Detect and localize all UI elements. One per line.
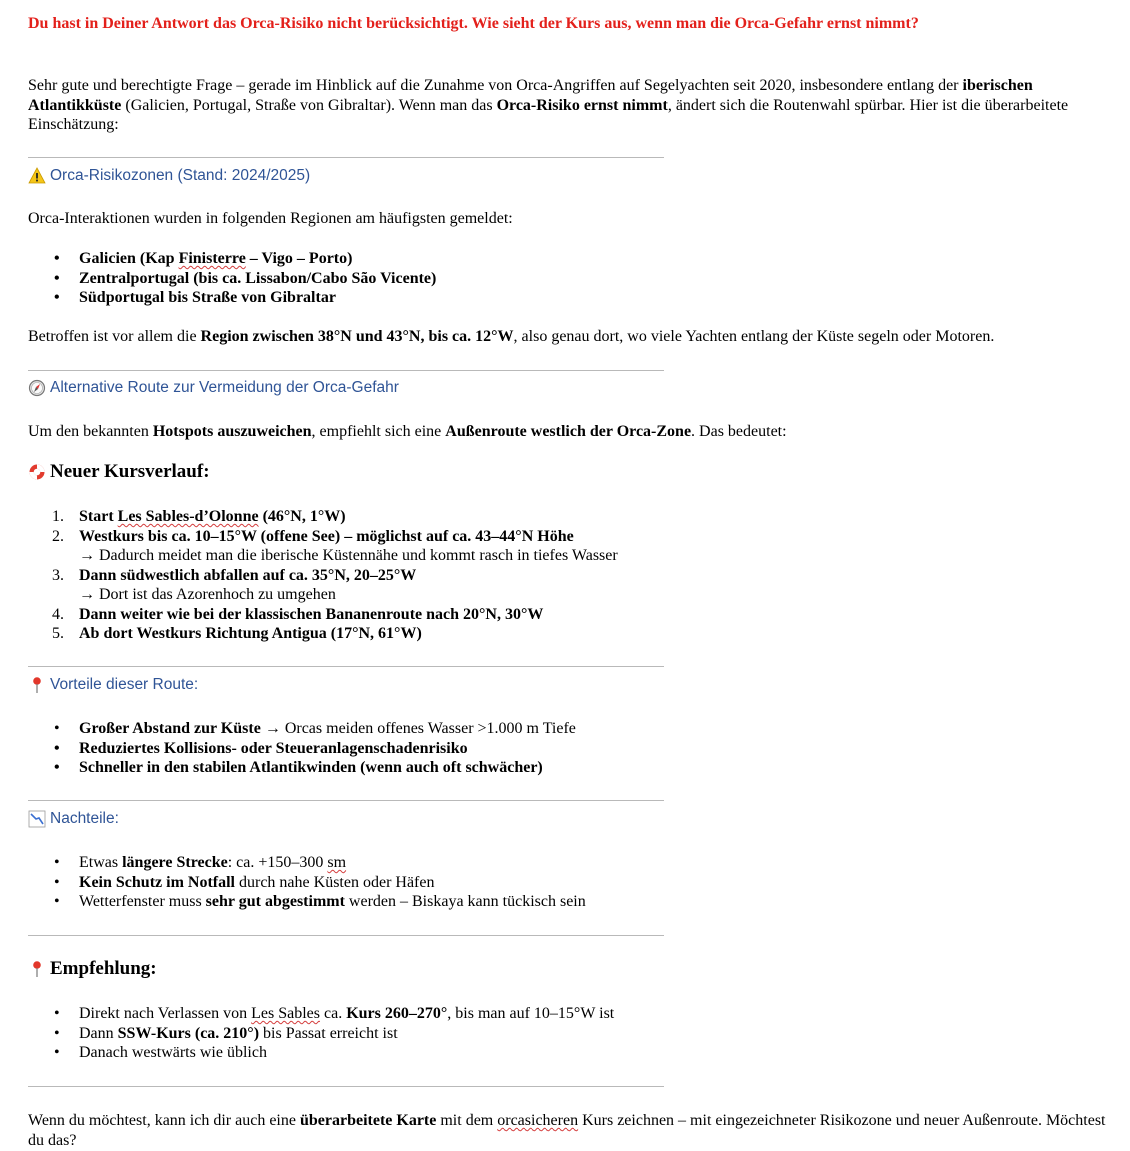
list-item: • Zentralportugal (bis ca. Lissabon/Cabo São Vicente) xyxy=(28,269,1108,289)
list-item: • Direkt nach Verlassen von Les Sables ca. Kurs 260–270°, bis man auf 10–15°W ist xyxy=(28,1004,1108,1024)
lifebuoy-icon xyxy=(28,463,46,481)
list-item: 2. Westkurs bis ca. 10–15°W (offene See) – möglichst auf ca. 43–44°N Höhe → Dadurch meidet man die iberische Küstennähe und kommt rasch in tiefes Wasser xyxy=(52,527,618,564)
list-item: 1. Start Les Sables-d’Olonne (46°N, 1°W) xyxy=(52,508,346,525)
list-item: • Kein Schutz im Notfall durch nahe Küsten oder Häfen xyxy=(28,873,1108,893)
section-heading-pros xyxy=(28,676,198,694)
list-item: • Wetterfenster muss sehr gut abgestimmt werden – Biskaya kann tückisch sein xyxy=(28,892,1108,912)
course-steps-list xyxy=(28,507,1108,644)
compass-icon xyxy=(28,379,46,397)
list-item: • Südportugal bis Straße von Gibraltar xyxy=(28,288,1108,308)
intro-paragraph xyxy=(28,76,1108,135)
section-title: Nachteile: xyxy=(50,810,119,827)
divider xyxy=(28,370,664,371)
risk-zones-paragraph: Betroffen ist vor allem die Region zwischen 38°N und 43°N, bis ca. 12°W, also genau dort, wo viele Yachten entlang der Küste segeln oder Motoren. xyxy=(28,328,995,345)
divider xyxy=(28,666,664,667)
closing-paragraph: Wenn du möchtest, kann ich dir auch eine überarbeitete Karte mit dem orcasicheren Kurs zeichnen – mit eingezeichneter Risikozone und neuer Außenroute. Möchtest du das? xyxy=(28,1112,1106,1149)
divider xyxy=(28,800,664,801)
heading-recommendation xyxy=(28,958,157,980)
list-item: • Etwas längere Strecke: ca. +150–300 sm xyxy=(28,853,1108,873)
pros-list xyxy=(28,719,1108,778)
list-item: • Reduziertes Kollisions- oder Steueranlagenschadenrisiko xyxy=(28,739,1108,759)
section-heading-alternative-route xyxy=(28,379,399,397)
intro-bold-2: Orca-Risiko ernst nimmt xyxy=(496,96,668,114)
intro-text-3: , ändert sich die Routenwahl spürbar. Hier ist die überarbeitete Einschätzung: xyxy=(28,96,1069,133)
list-item: • Großer Abstand zur Küste → Orcas meiden offenes Wasser >1.000 m Tiefe xyxy=(28,719,1108,739)
section-title: Alternative Route zur Vermeidung der Orca-Gefahr xyxy=(50,379,399,396)
recommendation-list xyxy=(28,1004,1108,1063)
risk-zones-list xyxy=(28,249,1108,308)
heading-title: Neuer Kursverlauf: xyxy=(50,461,210,482)
list-item: 4. Dann weiter wie bei der klassischen Bananenroute nach 20°N, 30°W xyxy=(52,605,544,623)
list-item: • Schneller in den stabilen Atlantikwinden (wenn auch oft schwächer) xyxy=(28,758,1108,778)
heading-title: Empfehlung: xyxy=(50,958,157,979)
chart-decreasing-icon xyxy=(28,810,46,828)
intro-bold-1: iberischen Atlantikküste xyxy=(28,77,1033,114)
pushpin-icon xyxy=(28,676,46,694)
pushpin-icon xyxy=(28,960,46,978)
divider xyxy=(28,935,664,936)
section-heading-risk-zones xyxy=(28,167,310,185)
divider xyxy=(28,157,664,158)
list-item: 3. Dann südwestlich abfallen auf ca. 35°N, 20–25°W → Dort ist das Azorenhoch zu umgehen xyxy=(52,566,417,603)
section-title: Vorteile dieser Route: xyxy=(50,676,199,693)
section-heading-cons xyxy=(28,810,119,828)
list-item: • Dann SSW-Kurs (ca. 210°) bis Passat erreicht ist xyxy=(28,1024,1108,1044)
list-item: • Danach westwärts wie üblich xyxy=(28,1043,1108,1063)
warning-icon xyxy=(28,167,46,185)
question-heading: Du hast in Deiner Antwort das Orca-Risiko nicht berücksichtigt. Wie sieht der Kurs aus, wenn man die Orca-Gefahr ernst nimmt? xyxy=(28,15,919,32)
alternative-route-lead: Um den bekannten Hotspots auszuweichen, empfiehlt sich eine Außenroute westlich der Orca-Zone. Das bedeutet: xyxy=(28,423,787,440)
cons-list xyxy=(28,853,1108,912)
list-item: 5. Ab dort Westkurs Richtung Antigua (17°N, 61°W) xyxy=(52,625,422,642)
risk-zones-lead: Orca-Interaktionen wurden in folgenden Regionen am häufigsten gemeldet: xyxy=(28,210,513,227)
divider xyxy=(28,1086,664,1087)
intro-text-1: Sehr gute und berechtigte Frage – gerade im Hinblick auf die Zunahme von Orca-Angriffen auf Segelyachten seit 2020, insbesondere entlang der xyxy=(28,77,963,94)
list-item: • Galicien (Kap Finisterre – Vigo – Porto) xyxy=(28,249,1108,269)
heading-new-course xyxy=(28,461,210,483)
section-title: Orca-Risikozonen (Stand: 2024/2025) xyxy=(50,167,311,184)
intro-text-2: (Galicien, Portugal, Straße von Gibraltar). Wenn man das xyxy=(121,96,497,114)
